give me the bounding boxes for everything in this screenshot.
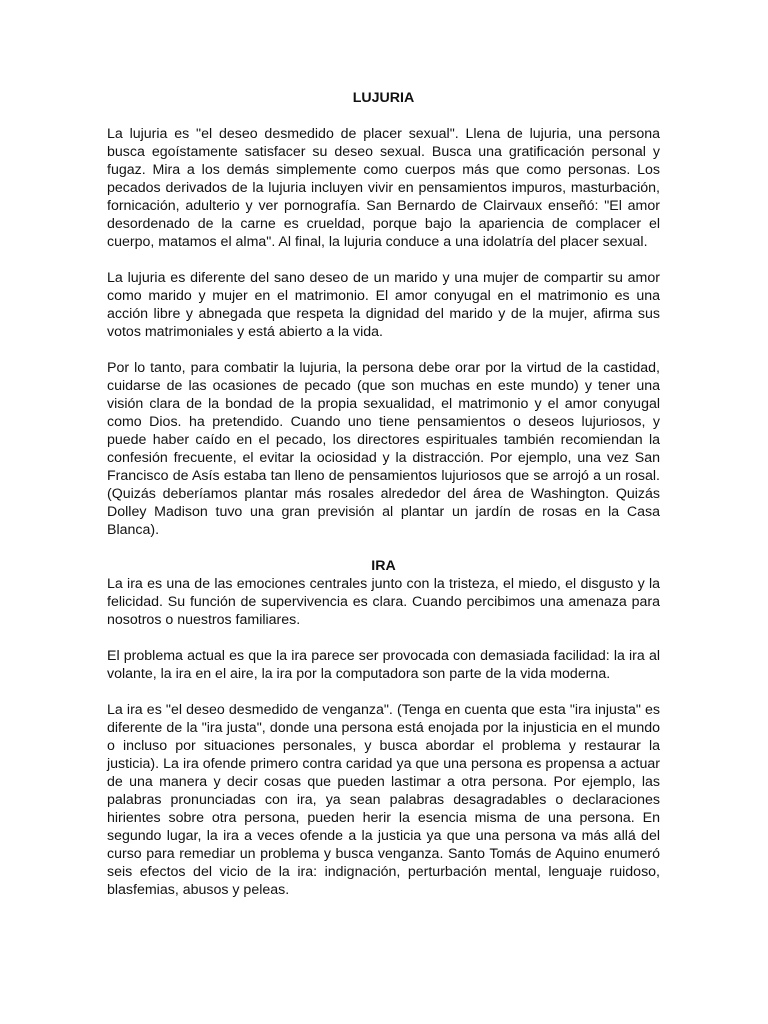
section-title-ira: IRA (371, 558, 396, 574)
lujuria-paragraph-3: Por lo tanto, para combatir la lujuria, la persona debe orar por la virtud de la castidad, cuidarse de las ocasiones de pecado (que son muchas en este mundo) y tener una visión clara de la bondad de la propia sexualidad, el matrimonio y el amor conyugal como Dios. ha pretendido. Cuando uno tiene pensamientos o deseos lujuriosos, y puede haber caído en el pecado, los directores espirituales también recomiendan la confesión frecuente, el evitar la ociosidad y la distracción. Por ejemplo, una vez San Francisco de Asís estaba tan lleno de pensamientos lujuriosos que se arrojó a un rosal. (Quizás deberíamos plantar más rosales alrededor del área de Washington. Quizás Dolley Madison tuvo una gran previsión al plantar un jardín de rosas en la Casa Blanca). (107, 360, 660, 538)
section-title-lujuria: LUJURIA (352, 90, 415, 106)
ira-paragraph-2: El problema actual es que la ira parece ser provocada con demasiada facilidad: la ira al volante, la ira en el aire, la ira por la computadora son parte de la vida moderna. (107, 648, 660, 682)
ira-paragraph-1: La ira es una de las emociones centrales junto con la tristeza, el miedo, el disgusto y la felicidad. Su función de supervivencia es clara. Cuando percibimos una amenaza para nosotros o nuestros familiares. (107, 576, 660, 628)
document-page (107, 89, 660, 899)
ira-paragraph-3: La ira es "el deseo desmedido de venganza". (Tenga en cuenta que esta "ira injusta" es diferente de la "ira justa", donde una persona está enojada por la injusticia en el mundo o incluso por situaciones personales, y busca abordar el problema y restaurar la justicia). La ira ofende primero contra caridad ya que una persona es propensa a actuar de una manera y decir cosas que pueden lastimar a otra persona. Por ejemplo, las palabras pronunciadas con ira, ya sean palabras desagradables o declaraciones hirientes sobre otra persona, pueden herir la esencia misma de una persona. En segundo lugar, la ira a veces ofende a la justicia ya que una persona va más allá del curso para remediar un problema y busca venganza. Santo Tomás de Aquino enumeró seis efectos del vicio de la ira: indignación, perturbación mental, lenguaje ruidoso, blasfemias, abusos y peleas. (107, 702, 660, 898)
lujuria-paragraph-2: La lujuria es diferente del sano deseo de un marido y una mujer de compartir su amor como marido y mujer en el matrimonio. El amor conyugal en el matrimonio es una acción libre y abnegada que respeta la dignidad del marido y de la mujer, afirma sus votos matrimoniales y está abierto a la vida. (107, 270, 660, 340)
lujuria-paragraph-1: La lujuria es "el deseo desmedido de placer sexual". Llena de lujuria, una persona busca egoístamente satisfacer su deseo sexual. Busca una gratificación personal y fugaz. Mira a los demás simplemente como cuerpos más que como personas. Los pecados derivados de la lujuria incluyen vivir en pensamientos impuros, masturbación, fornicación, adulterio y ver pornografía. San Bernardo de Clairvaux enseñó: "El amor desordenado de la carne es crueldad, porque bajo la apariencia de complacer el cuerpo, matamos el alma". Al final, la lujuria conduce a una idolatría del placer sexual. (107, 126, 660, 250)
